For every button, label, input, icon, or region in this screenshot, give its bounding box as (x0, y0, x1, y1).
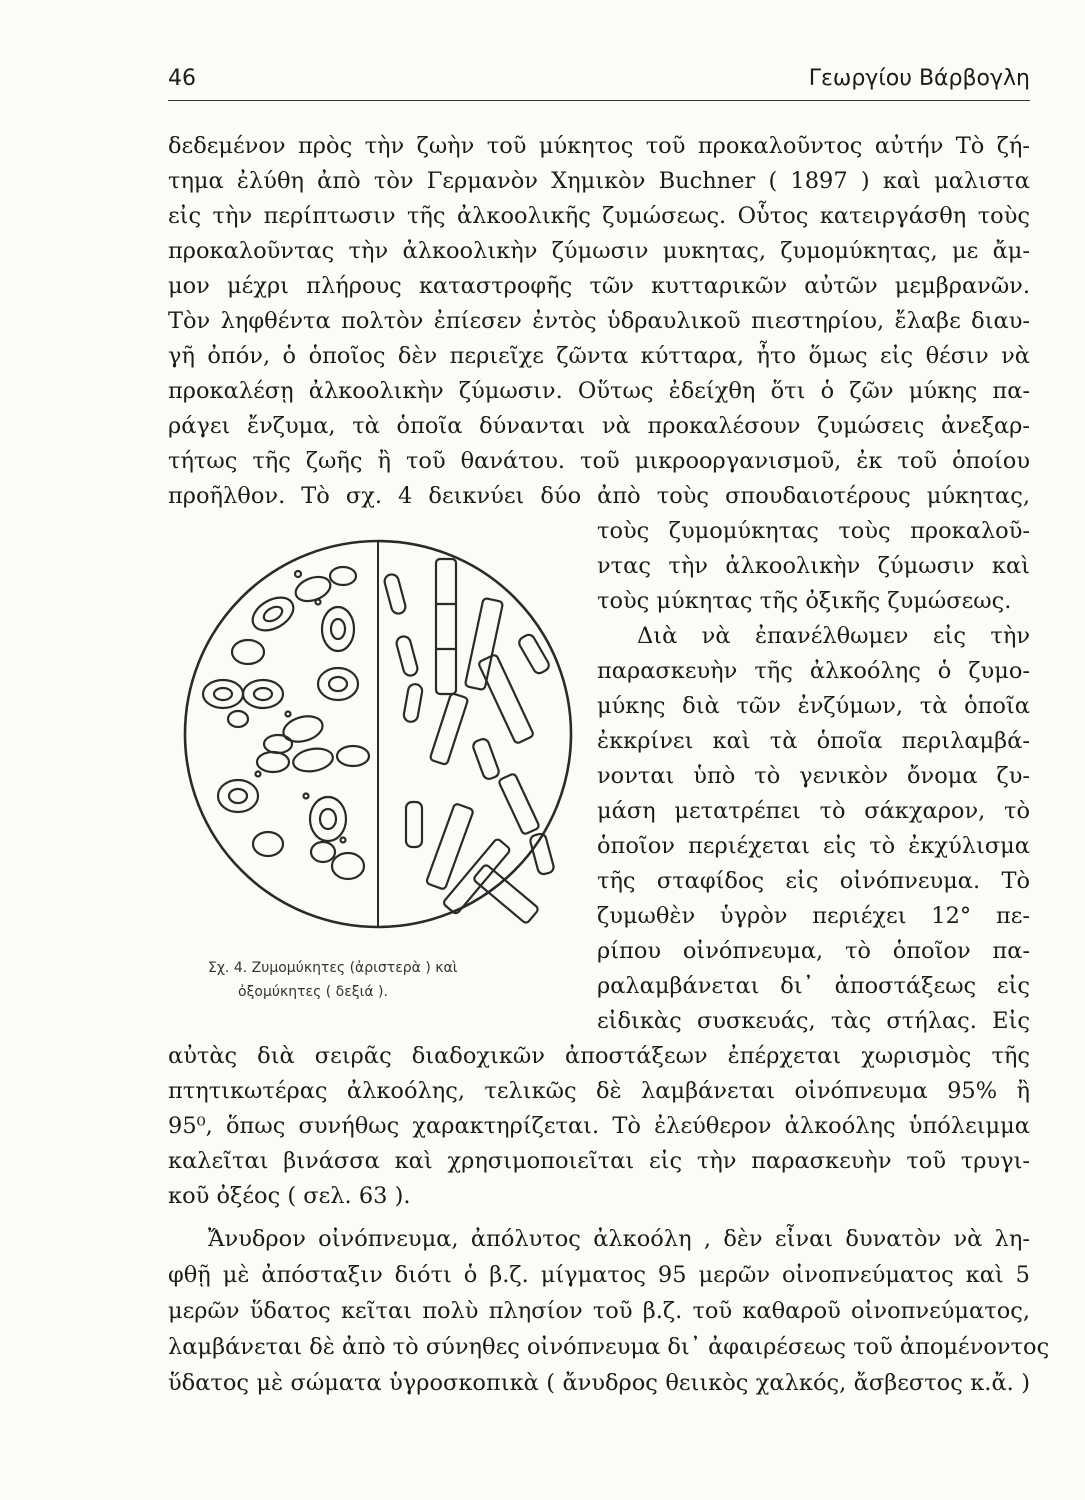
text-line: γῆ ὀπόν, ὁ ὁποῖος δὲν περιεῖχε ζῶντα κύτταρα, ἦτο ὅμως εἰς θέσιν νὰ (168, 343, 1030, 369)
text-line: φθῇ μὲ ἀπόσταξιν διότι ὁ β.ζ. μίγματος 95 μερῶν οἰνοπνεύματος καὶ 5 (168, 1262, 1030, 1288)
header-rule (168, 100, 1030, 101)
text-line: 95⁰, ὅπως συνήθως χαρακτηρίζεται. Τὸ ἐλεύθερον ἀλκοόλης ὑπόλειμμα (168, 1113, 1030, 1139)
text-line: τοὺς ζυμομύκητας τοὺς προκαλοῦ- (597, 518, 1030, 544)
text-line: προκαλοῦντας τὴν ἀλκοολικὴν ζύμωσιν μυκητας, ζυμομύκητας, με ἄμ- (168, 238, 1030, 264)
text-line: μον μέχρι πλήρους καταστροφῆς τῶν κυτταρικῶν αὐτῶν μεμβρανῶν. (168, 273, 1030, 299)
text-line: αὐτὰς διὰ σειρᾶς διαδοχικῶν ἀποστάξεων ἐπέρχεται χωρισμὸς τῆς (168, 1043, 1030, 1069)
text-line: ζυμωθὲν ὑγρὸν περιέχει 12° πε- (597, 903, 1030, 929)
text-line: ὁποῖον περιέχεται εἰς τὸ ἐκχύλισμα (597, 833, 1030, 859)
text-line: ἐκκρίνει καὶ τὰ ὁποῖα περιλαμβά- (597, 728, 1030, 754)
text-line: μάση μετατρέπει τὸ σάκχαρον, τὸ (597, 798, 1030, 824)
text-line: παρασκευὴν τῆς ἀλκοόλης ὁ ζυμο- (597, 658, 1030, 684)
text-line: πτητικωτέρας ἀλκοόλης, τελικῶς δὲ λαμβάνεται οἰνόπνευμα 95% ἢ (168, 1078, 1030, 1104)
text-line: εἰδικὰς συσκευάς, τὰς στήλας. Εἰς (597, 1008, 1030, 1034)
text-line: ὕδατος μὲ σώματα ὑγροσκοπικὰ ( ἄνυδρος θειικὸς χαλκός, ἄσβεστος κ.ἄ. ) (168, 1370, 1030, 1396)
text-line: τημα ἐλύθη ἀπὸ τὸν Γερμανὸν Χημικὸν Buchner ( 1897 ) καὶ μαλιστα (168, 168, 1030, 194)
text-line: Ἄνυδρον οἰνόπνευμα, ἀπόλυτος ἀλκοόλη , δὲν εἶναι δυνατὸν νὰ λη- (208, 1226, 1030, 1252)
text-line: τήτως τῆς ζωῆς ἢ τοῦ θανάτου. τοῦ μικροοργανισμοῦ, ἐκ τοῦ ὁποίου (168, 448, 1030, 474)
text-line: νονται ὑπὸ τὸ γενικὸν ὄνομα ζυ- (597, 763, 1030, 789)
text-line: Διὰ νὰ ἐπανέλθωμεν εἰς τὴν (637, 623, 1030, 649)
text-line: τῆς σταφίδος εἰς οἰνόπνευμα. Τὸ (597, 868, 1030, 894)
figure-caption: Σχ. 4. Ζυμομύκητες (ἀριστερὰ ) καὶ (208, 960, 458, 976)
text-line: μερῶν ὕδατος κεῖται πολὺ πλησίον τοῦ β.ζ. τοῦ καθαροῦ οἰνοπνεύματος, (168, 1298, 1030, 1324)
running-head: Γεωργίου Βάρβογλη (808, 66, 1030, 91)
text-line: καλεῖται βινάσσα καὶ χρησιμοποιεῖται εἰς τὴν παρασκευὴν τοῦ τρυγι- (168, 1148, 1030, 1174)
text-line: μύκης διὰ τῶν ἐνζύμων, τὰ ὁποῖα (597, 693, 1030, 719)
text-line: ντας τὴν ἀλκοολικὴν ζύμωσιν καὶ (597, 553, 1030, 579)
text-line: εἰς τὴν περίπτωσιν τῆς ἀλκοολικῆς ζυμώσεως. Οὗτος κατειργάσθη τοὺς (168, 203, 1030, 229)
text-line: ραλαμβάνεται δι᾽ ἀποστάξεως εἰς (597, 973, 1030, 999)
text-line: προῆλθον. Τὸ σχ. 4 δεικνύει δύο ἀπὸ τοὺς σπουδαιοτέρους μύκητας, (168, 483, 1030, 509)
text-line: ράγει ἔνζυμα, τὰ ὁποῖα δύνανται νὰ προκαλέσουν ζυμώσεις ἀνεξαρ- (168, 413, 1030, 439)
page-header (168, 62, 1030, 98)
text-line: κοῦ ὀξέος ( σελ. 63 ). (168, 1183, 411, 1209)
microscope-figure (178, 534, 578, 936)
text-line: προκαλέσῃ ἀλκοολικὴν ζύμωσιν. Οὕτως ἐδείχθη ὅτι ὁ ζῶν μύκης πα- (168, 378, 1030, 404)
text-line: δεδεμένον πρὸς τὴν ζωὴν τοῦ μύκητος τοῦ προκαλοῦντος αὐτήν Τὸ ζή- (168, 133, 1030, 159)
figure-caption: ὀξομύκητες ( δεξιά ). (238, 984, 388, 1000)
text-line: τοὺς μύκητας τῆς ὀξικῆς ζυμώσεως. (597, 588, 1012, 614)
text-line: λαμβάνεται δὲ ἀπὸ τὸ σύνηθες οἰνόπνευμα δι᾽ ἀφαιρέσεως τοῦ ἀπομένοντος (168, 1334, 1050, 1360)
text-line: ρίπου οἰνόπνευμα, τὸ ὁποῖον πα- (597, 938, 1030, 964)
page-number: 46 (168, 66, 196, 91)
text-line: Τὸν ληφθέντα πολτὸν ἐπίεσεν ἐντὸς ὑδραυλικοῦ πιεστηρίου, ἔλαβε διαυ- (168, 308, 1030, 334)
